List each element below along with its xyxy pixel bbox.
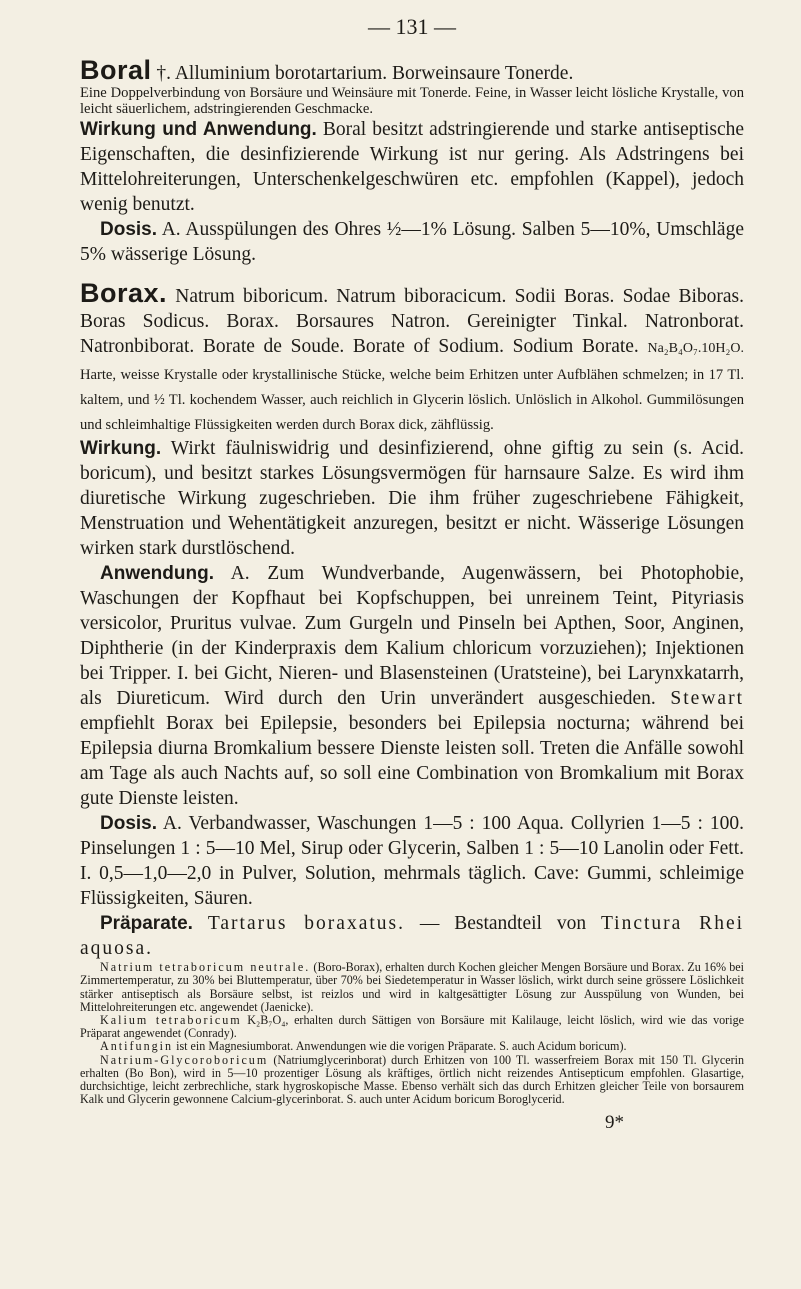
praeparat-tartarus: Tartarus boraxatus. xyxy=(207,913,405,935)
signature-mark: 9* xyxy=(605,1112,624,1134)
borax-praeparate xyxy=(80,911,744,961)
borax-wirkung xyxy=(80,436,744,561)
boral-dosis-text: A. Ausspülungen des Ohres ½—1% Lösung. Salben 5—10%, Umschläge 5% wässerige Lösung. xyxy=(80,219,744,266)
borax-description: Harte, weisse Krystalle oder krystallinische Stücke, welche beim Erhitzen unter Aufblähen schmelzen; in 17 Tl. kaltem, und ½ Tl. kochendem Wasser, auch reichlich in Glycerin löslich. Unlöslich in Alkohol. Gummilösungen und schleimhaltige Flüssigkeiten werden durch Borax dick, zähflüssig. xyxy=(80,367,744,434)
sub4-name: Natrium-Glycoroboricum xyxy=(100,1052,269,1067)
borax-anwendung-text: A. Zum Wundverbande, Augenwässern, bei Photophobie, Waschungen der Kopfhaut bei Kopfschuppen, bei unreinem Teint, Pityriasis versicolor, Pruritus vulvae. Zum Gurgeln und Pinseln bei Apthen, Soor, Anginen, Diphtherie (in der Kinderpraxis dem Kalium chloricum vorzuziehen); Injektionen bei Tripper. I. bei Gicht, Nieren- und Blasensteinen (Uratsteine), bei Larynxkatarrh, als Diureticum. Wird durch den Urin unverändert ausgeschieden. xyxy=(80,563,744,710)
entry-borax xyxy=(80,278,745,1107)
sub1-name: Natrium tetraboricum neutrale. xyxy=(100,960,311,975)
praeparat-tinctura: Tinctura Rhei aquosa. xyxy=(80,913,745,960)
page-number: — 131 — xyxy=(368,14,456,39)
borax-anwendung-label: Anwendung. xyxy=(100,563,214,585)
page xyxy=(80,14,744,1134)
borax-heading-line xyxy=(80,278,744,436)
boral-dosis-label: Dosis. xyxy=(100,219,158,241)
sub-natrium-glyceroboricum xyxy=(80,1054,744,1107)
borax-dosis xyxy=(80,811,744,911)
boral-title: Boral xyxy=(80,55,152,85)
sub2-formula: K₂B₇O₄, xyxy=(247,1013,289,1027)
entry-boral xyxy=(80,55,745,267)
author-stewart: Stewart xyxy=(670,688,744,710)
borax-anwendung xyxy=(80,561,744,811)
sub-kalium-tetraboricum xyxy=(80,1014,744,1040)
borax-praeparate-label: Präparate. xyxy=(100,913,193,935)
borax-synonyms: Natrum biboricum. Natrum biboracicum. Sodii Boras. Sodae Biboras. Boras Sodicus. Borax. Borsaures Natron. Gereinigter Tinkal. Natronborat. Natronbiborat. Borate de Soude. Borate of Sodium. Sodium Borate. xyxy=(80,286,744,358)
sub3-text: ist ein Magnesiumborat. Anwendungen wie die vorigen Präparate. S. auch Acidum boricum). xyxy=(176,1039,627,1054)
boral-wirkung xyxy=(80,117,744,217)
sub-natrium-tetraboricum xyxy=(80,961,744,1014)
boral-heading-line xyxy=(80,55,744,86)
borax-dosis-text: A. Verbandwasser, Waschungen 1—5 : 100 Aqua. Collyrien 1—5 : 100. Pinselungen 1 : 5—10 Mel, Sirup oder Glycerin, Salben 1 : 5—10 Lanolin oder Fett. I. 0,5—1,0—2,0 in Pulver, Solution, mehrmals täglich. Cave: Gummi, schleimige Flüssigkeiten, Säuren. xyxy=(80,813,744,910)
borax-wirkung-label: Wirkung. xyxy=(80,438,162,460)
borax-wirkung-text: Wirkt fäulniswidrig und desinfizierend, ohne giftig zu sein (s. Acid. boricum), und besitzt starkes Lösungsvermögen für harnsaure Salze. Es wird ihm diuretische Wirkung zugeschrieben. Die ihm früher zugeschriebene Fähigkeit, Menstruation und Wehentätigkeit anzuregen, besitzt er nicht. Wässerige Lösungen wirken stark durstlöschend. xyxy=(80,438,744,560)
borax-praeparate-text: — Bestandteil von xyxy=(419,913,587,935)
boral-wirkung-label: Wirkung und Anwendung. xyxy=(80,119,317,141)
borax-dosis-label: Dosis. xyxy=(100,813,158,835)
borax-formula: Na₂B₄O₇.10H₂O. xyxy=(647,341,744,357)
borax-title: Borax. xyxy=(80,278,168,309)
sub2-text: erhalten durch Sättigen von Borsäure mit Kalilauge, leicht löslich, wird wie das vorige Präparat angewendet (Conrady). xyxy=(80,1013,744,1041)
sub4-text: (Natriumglycerinborat) durch Erhitzen von 100 Tl. wasserfreiem Borax mit 150 Tl. Glycerin erhalten (Bo Bon), wird in 5—10 prozentiger Lösung als kräftiges, örtlich nicht reizendes Antisepticum empfohlen. Glasartige, durchsichtige, leicht zerbrechliche, stark hygroskopische Masse. Ebenso verhält sich das durch Erhitzen gleicher Teile von borsaurem Kalk und Glycerin gewonnene Calcium-glycerinborat. S. auch unter Acidum boricum Boroglycerid. xyxy=(80,1052,744,1107)
boral-wirkung-text: Boral besitzt adstringierende und starke antiseptische Eigenschaften, die desinfizierende Wirkung ist nur gering. Als Adstringens bei Mittelohreiterungen, Unterschenkelgeschwüren etc. empfohlen (Kappel), jedoch wenig benutzt. xyxy=(80,119,745,216)
boral-description: Eine Doppelverbindung von Borsäure und Weinsäure mit Tonerde. Feine, in Wasser leicht lösliche Krystalle, von leicht säuerlichem, adstringierenden Geschmacke. xyxy=(80,85,744,117)
borax-anwendung-text-2: empfiehlt Borax bei Epilepsie, besonders bei Epilepsia nocturna; während bei Epilepsia diurna Bromkalium bessere Dienste leisten soll. Treten die Anfälle sowohl am Tage als auch Nachts auf, so soll eine Combination von Bromkalium mit Borax gute Dienste leisten. xyxy=(80,713,744,810)
dagger-mark: †. xyxy=(156,63,172,84)
sub1-text: (Boro-Borax), erhalten durch Kochen gleicher Mengen Borsäure und Borax. Zu 16% bei Zimmertemperatur, zu 30% bei Bluttemperatur, über 70% bei Siedetemperatur in Wasser löslich, wirkt durch seine grössere Löslichkeit stärker antiseptisch als Borsäure selbst, ist reizlos und wird in kaltgesättigter Lösung zur Ausspülung von Wunden, bei Mittelohreiterungen etc. angewendet (Jaenicke). xyxy=(80,960,744,1014)
sub2-name: Kalium tetraboricum xyxy=(100,1013,242,1027)
boral-dosis xyxy=(80,217,744,267)
sub3-name: Antifungin xyxy=(100,1039,174,1054)
boral-intro: Alluminium borotartarium. Borweinsaure Tonerde. xyxy=(174,63,574,84)
